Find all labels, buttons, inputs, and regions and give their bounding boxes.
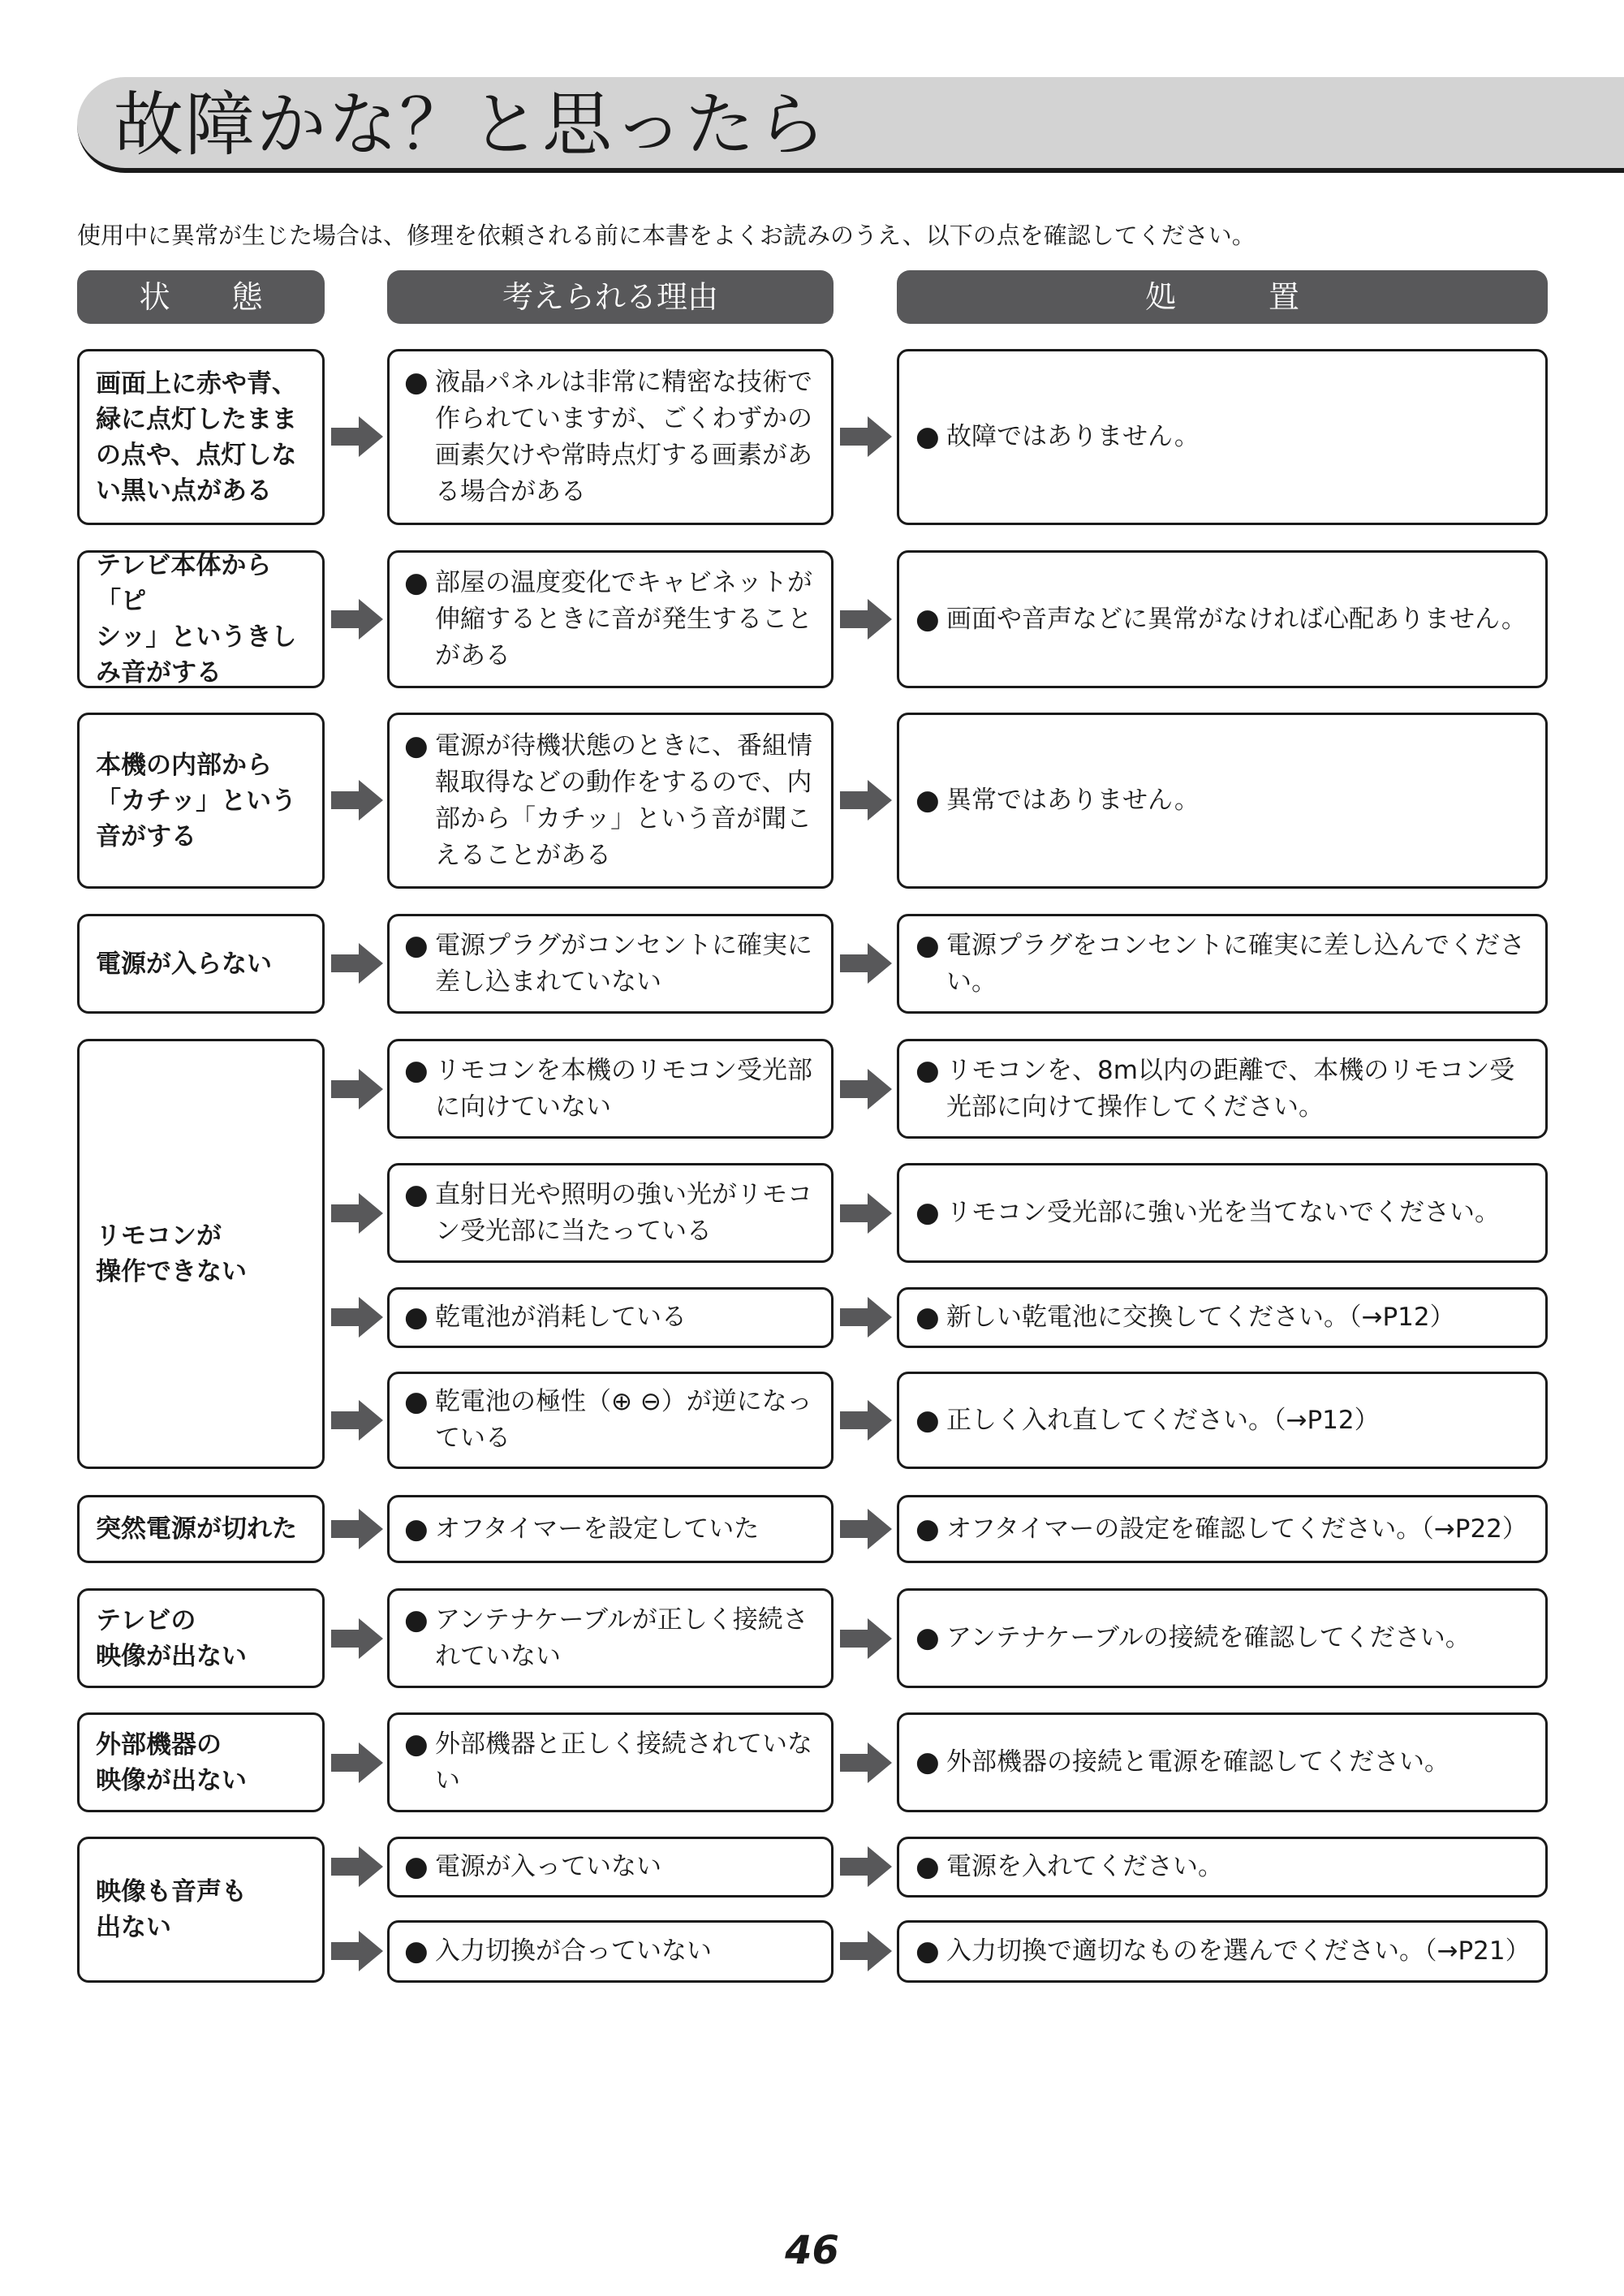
reason-text: 入力切換が合っていない: [435, 1936, 712, 1966]
action-text: 故障ではありません。: [946, 422, 1200, 451]
column-header-reason-label: 考えられる理由: [502, 279, 718, 315]
right-arrow-icon: [840, 943, 892, 984]
bullet-icon: ●: [915, 1196, 940, 1229]
reason-box: [387, 1287, 834, 1348]
reason-box: [387, 1920, 834, 1983]
bullet-icon: ●: [404, 1301, 429, 1333]
reason-box: [387, 1712, 834, 1812]
action-box: [897, 1495, 1548, 1563]
right-arrow-icon: [331, 1742, 383, 1783]
column-header-state: [77, 270, 325, 324]
action-box: [897, 1712, 1548, 1812]
bullet-icon: ●: [915, 1746, 940, 1778]
reason-text: アンテナケーブルが正しく接続されていない: [435, 1605, 808, 1671]
column-header-reason: [387, 270, 834, 324]
bullet-icon: ●: [404, 1727, 429, 1760]
action-text: リモコンを、8m以内の距離で、本機のリモコン受光部に向けて操作してください。: [946, 1055, 1515, 1122]
state-box: [77, 1588, 325, 1688]
state-box: [77, 713, 325, 889]
bullet-icon: ●: [915, 1850, 940, 1883]
bullet-icon: ●: [404, 1385, 429, 1418]
right-arrow-icon: [840, 780, 892, 821]
right-arrow-icon: [331, 1400, 383, 1441]
action-text: リモコン受光部に強い光を当てないでください。: [946, 1198, 1500, 1227]
bullet-icon: ●: [404, 365, 429, 398]
action-text: 電源プラグをコンセントに確実に差し込んでください。: [946, 930, 1525, 997]
reason-box: [387, 1588, 834, 1688]
reason-text: オフタイマーを設定していた: [435, 1514, 760, 1544]
right-arrow-icon: [331, 943, 383, 984]
right-arrow-icon: [331, 1618, 383, 1659]
state-text: リモコンが 操作できない: [96, 1221, 247, 1286]
action-text: 新しい乾電池に交換してください。（→P12）: [946, 1303, 1455, 1332]
action-text: 電源を入れてください。: [946, 1852, 1223, 1881]
right-arrow-icon: [331, 1069, 383, 1109]
action-text: オフタイマーの設定を確認してください。（→P22）: [946, 1514, 1527, 1544]
bullet-icon: ●: [404, 928, 429, 962]
bullet-icon: ●: [915, 1512, 940, 1545]
right-arrow-icon: [840, 1846, 892, 1887]
reason-box: [387, 550, 834, 688]
bullet-icon: ●: [915, 1053, 940, 1087]
right-arrow-icon: [331, 1509, 383, 1549]
action-text: 正しく入れ直してください。（→P12）: [946, 1405, 1380, 1435]
page-number: 46: [785, 2228, 839, 2273]
state-text: 電源が入らない: [96, 949, 272, 979]
reason-text: 電源が待機状態のときに、番組情報取得などの動作をするので、内部から「カチッ」という音が聞こえることがある: [435, 730, 812, 870]
right-arrow-icon: [840, 416, 892, 457]
action-text: アンテナケーブルの接続を確認してください。: [946, 1623, 1471, 1652]
bullet-icon: ●: [915, 602, 940, 635]
right-arrow-icon: [840, 1297, 892, 1338]
column-header-action: [897, 270, 1548, 324]
state-box: [77, 550, 325, 688]
column-header-state-label: 状 態: [139, 279, 263, 315]
action-box: [897, 550, 1548, 688]
right-arrow-icon: [840, 1069, 892, 1109]
reason-text: リモコンを本機のリモコン受光部に向けていない: [435, 1055, 812, 1122]
bullet-icon: ●: [915, 1301, 940, 1333]
bullet-icon: ●: [915, 420, 940, 453]
bullet-icon: ●: [915, 1403, 940, 1437]
right-arrow-icon: [331, 1297, 383, 1338]
reason-box: [387, 1163, 834, 1263]
state-box: [77, 1039, 325, 1469]
reason-text: 電源プラグがコンセントに確実に差し込まれていない: [435, 930, 812, 997]
bullet-icon: ●: [404, 1603, 429, 1636]
bullet-icon: ●: [404, 1850, 429, 1883]
reason-text: 液晶パネルは非常に精密な技術で作られていますが、ごくわずかの画素欠けや常時点灯する画素がある場合がある: [435, 367, 812, 506]
state-box: [77, 1495, 325, 1563]
state-text: テレビの 映像が出ない: [96, 1605, 247, 1671]
bullet-icon: ●: [404, 1053, 429, 1087]
state-box: [77, 349, 325, 525]
state-text: 外部機器の 映像が出ない: [96, 1730, 247, 1795]
reason-box: [387, 1039, 834, 1139]
action-box: [897, 1372, 1548, 1469]
action-box: [897, 1920, 1548, 1983]
right-arrow-icon: [840, 1509, 892, 1549]
bullet-icon: ●: [915, 1622, 940, 1654]
reason-text: 直射日光や照明の強い光がリモコン受光部に当たっている: [435, 1179, 812, 1246]
column-header-action-label: 処 置: [1144, 279, 1299, 315]
right-arrow-icon: [331, 1193, 383, 1234]
state-text: 画面上に赤や青、 緑に点灯したまま の点や、点灯しな い黒い点がある: [96, 368, 297, 506]
action-box: [897, 1588, 1548, 1688]
bullet-icon: ●: [915, 1935, 940, 1967]
right-arrow-icon: [331, 1846, 383, 1887]
bullet-icon: ●: [915, 928, 940, 962]
action-text: 異常ではありません。: [946, 786, 1200, 815]
reason-box: [387, 1837, 834, 1898]
bullet-icon: ●: [404, 566, 429, 599]
action-box: [897, 349, 1548, 525]
right-arrow-icon: [331, 780, 383, 821]
reason-box: [387, 914, 834, 1014]
bullet-icon: ●: [404, 1935, 429, 1967]
right-arrow-icon: [331, 1931, 383, 1971]
action-box: [897, 1163, 1548, 1263]
action-box: [897, 1837, 1548, 1898]
intro-text: 使用中に異常が生じた場合は、修理を依頼される前に本書をよくお読みのうえ、以下の点を確認してください。: [77, 222, 1256, 249]
reason-box: [387, 713, 834, 889]
right-arrow-icon: [840, 1400, 892, 1441]
right-arrow-icon: [331, 416, 383, 457]
reason-box: [387, 1372, 834, 1469]
right-arrow-icon: [840, 599, 892, 640]
action-box: [897, 713, 1548, 889]
action-text: 画面や音声などに異常がなければ心配ありません。: [946, 604, 1527, 634]
page-title: 故障かな？と思ったら: [114, 84, 828, 166]
bullet-icon: ●: [404, 1178, 429, 1211]
right-arrow-icon: [840, 1742, 892, 1783]
bullet-icon: ●: [404, 729, 429, 762]
action-text: 入力切換で適切なものを選んでください。（→P21）: [946, 1936, 1531, 1966]
right-arrow-icon: [331, 599, 383, 640]
reason-box: [387, 349, 834, 525]
reason-text: 外部機器と正しく接続されていない: [435, 1729, 812, 1795]
reason-text: 乾電池の極性（⊕ ⊖）が逆になっている: [435, 1387, 812, 1453]
bullet-icon: ●: [915, 784, 940, 816]
state-text: テレビ本体から「ピ シッ」というきし み音がする: [96, 551, 297, 687]
action-box: [897, 1039, 1548, 1139]
bullet-icon: ●: [404, 1512, 429, 1545]
state-text: 映像も音声も 出ない: [96, 1877, 247, 1942]
state-text: 突然電源が切れた: [96, 1514, 297, 1544]
state-box: [77, 1712, 325, 1812]
action-box: [897, 1287, 1548, 1348]
state-box: [77, 1837, 325, 1983]
right-arrow-icon: [840, 1931, 892, 1971]
reason-text: 乾電池が消耗している: [435, 1303, 687, 1332]
state-text: 本機の内部から 「カチッ」という 音がする: [96, 750, 297, 851]
reason-text: 部屋の温度変化でキャビネットが伸縮するときに音が発生することがある: [435, 567, 812, 670]
right-arrow-icon: [840, 1193, 892, 1234]
right-arrow-icon: [840, 1618, 892, 1659]
reason-text: 電源が入っていない: [435, 1852, 661, 1881]
action-text: 外部機器の接続と電源を確認してください。: [946, 1747, 1450, 1777]
state-box: [77, 914, 325, 1014]
action-box: [897, 914, 1548, 1014]
reason-box: [387, 1495, 834, 1563]
